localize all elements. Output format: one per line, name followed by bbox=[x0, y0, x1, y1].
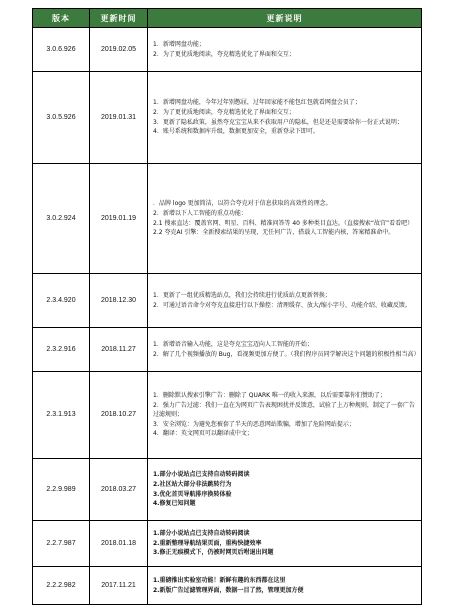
date-cell: 2018.01.18 bbox=[90, 521, 148, 567]
description-line: 1.重磅推出实验室功能！新鲜有趣的东西都在这里 bbox=[153, 576, 286, 584]
date-cell: 2018.11.27 bbox=[90, 328, 148, 372]
description-line: 3.修正无痕模式下，仍被时网页后咐退出问题 bbox=[153, 549, 274, 557]
version-cell: 2.2.2.982 bbox=[33, 567, 90, 605]
description-cell bbox=[148, 164, 422, 274]
table-row bbox=[33, 328, 422, 372]
description-line: 2.重新整理导航结果页面，重构快捷效率 bbox=[153, 539, 262, 547]
description-line: 2．解了几个视频播放的 Bug，看视频更加方便了。（我们程序员同学解决这个问题的积极性相当高） bbox=[153, 350, 420, 358]
version-cell: 2.3.1.913 bbox=[33, 372, 90, 459]
description-cell bbox=[148, 372, 422, 459]
date-cell: 2017.11.21 bbox=[90, 567, 148, 605]
version-cell: 3.0.6.926 bbox=[33, 28, 90, 72]
date-cell: 2018.12.30 bbox=[90, 274, 148, 328]
description-line: 2.新版广告过滤管理界面，数据一目了然，管理更加方便 bbox=[153, 586, 304, 594]
description-line: 3.优化首页导航排序换转体验 bbox=[153, 490, 232, 498]
description-line: 4．翻译：英文网页可以翻译成中文； bbox=[153, 430, 253, 438]
description-line: 1．新增网盘功能； bbox=[153, 40, 205, 48]
description-line: 2．新增以下人工智能的重点功能： bbox=[153, 209, 247, 217]
table-row bbox=[33, 521, 422, 567]
table-row bbox=[33, 274, 422, 328]
description-line: 1．删除默认搜索引擎广告：删除了 QUARK 唯一的收入来源，以后需要靠你们赞助了； bbox=[153, 392, 386, 400]
table-row bbox=[33, 72, 422, 164]
table-row bbox=[33, 459, 422, 521]
table-body bbox=[33, 28, 422, 605]
version-cell: 3.0.2.924 bbox=[33, 164, 90, 274]
header-description: 更新说明 bbox=[148, 9, 422, 28]
table-row bbox=[33, 567, 422, 605]
changelog-table bbox=[32, 8, 422, 605]
table-row bbox=[33, 28, 422, 72]
description-line: 2.2 夸克AI 引擎：全新搜索结果的呈现，无任何广告，搭载人工智能内核，答案精准命中。 bbox=[153, 229, 395, 237]
header-version: 版本 bbox=[33, 9, 90, 28]
table-header-row bbox=[33, 9, 422, 28]
version-cell: 3.0.5.926 bbox=[33, 72, 90, 164]
description-cell bbox=[148, 28, 422, 72]
description-cell bbox=[148, 328, 422, 372]
date-cell: 2018.03.27 bbox=[90, 459, 148, 521]
description-cell bbox=[148, 459, 422, 521]
description-line: 2.1 搜索直达：覆盖官网、明星、百科、精准问答等 40 多种类目直达。（直接搜索“故宫”看看吧） bbox=[153, 219, 414, 227]
version-cell: 2.2.9.989 bbox=[33, 459, 90, 521]
description-line: 1．新增网盘功能，今年过年别憋屈，过年回家能不能包红包就看网盘会员了； bbox=[153, 99, 361, 107]
description-line: 4.修复已知问题 bbox=[153, 500, 196, 508]
description-line: 4．账号系统和数据库升级，数据更加安全，重新登录下即可。 bbox=[153, 128, 319, 136]
table-row bbox=[33, 372, 422, 459]
description-line: 1．新增语音输入功能，这是夸克宝宝迈向人工智能的开始； bbox=[153, 340, 313, 348]
description-line: 2．为了更优质地阅读，夸克精选优化了界面和交互； bbox=[153, 108, 295, 116]
date-cell: 2019.01.31 bbox=[90, 72, 148, 164]
description-cell bbox=[148, 567, 422, 605]
description-line: 2.社区站大部分非法跳转行为 bbox=[153, 480, 232, 488]
description-line: 2．强力广告过滤：我们一直在为网页广告表现困扰并反馈意，试验了上万种规则，制定了一套广告过滤规则； bbox=[153, 401, 415, 419]
description-line: 1．更新了一组优质精选站点，我们会持续进行优质站点更新替换； bbox=[153, 291, 331, 299]
description-line: 3．安全浏览：为避免您被套了半天的恶意网站欺骗，增加了危险网站提示； bbox=[153, 420, 355, 428]
changelog-wrapper bbox=[32, 8, 421, 605]
version-cell: 2.3.4.920 bbox=[33, 274, 90, 328]
description-line: 1.部分小说站点已支持自动转码阅读 bbox=[153, 530, 250, 538]
date-cell: 2019.01.19 bbox=[90, 164, 148, 274]
description-cell bbox=[148, 274, 422, 328]
description-cell bbox=[148, 521, 422, 567]
table-row bbox=[33, 164, 422, 274]
description-line: 2．可通过语音命令对夸克直接进行以下操控：清理缓存、放大/缩小字号、功能介绍、收藏反馈。 bbox=[153, 301, 411, 309]
date-cell: 2018.10.27 bbox=[90, 372, 148, 459]
description-line: 3．更新了隐私政策，虽然夸克宝宝从来不获取用户的隐私，但是还是需要给你一份正式说明； bbox=[153, 118, 403, 126]
version-cell: 2.3.2.916 bbox=[33, 328, 90, 372]
description-cell bbox=[148, 72, 422, 164]
description-line: 2．为了更优质地阅读，夸克精选优化了界面和交互； bbox=[153, 50, 295, 58]
date-cell: 2019.02.05 bbox=[90, 28, 148, 72]
description-line: ．品牌 logo 更加简洁，以符合夸克对于信息获取的高效性的理念。 bbox=[153, 200, 332, 208]
header-date: 更新时间 bbox=[90, 9, 148, 28]
version-cell: 2.2.7.987 bbox=[33, 521, 90, 567]
description-line: 1.部分小说站点已支持自动转码阅读 bbox=[153, 471, 250, 479]
